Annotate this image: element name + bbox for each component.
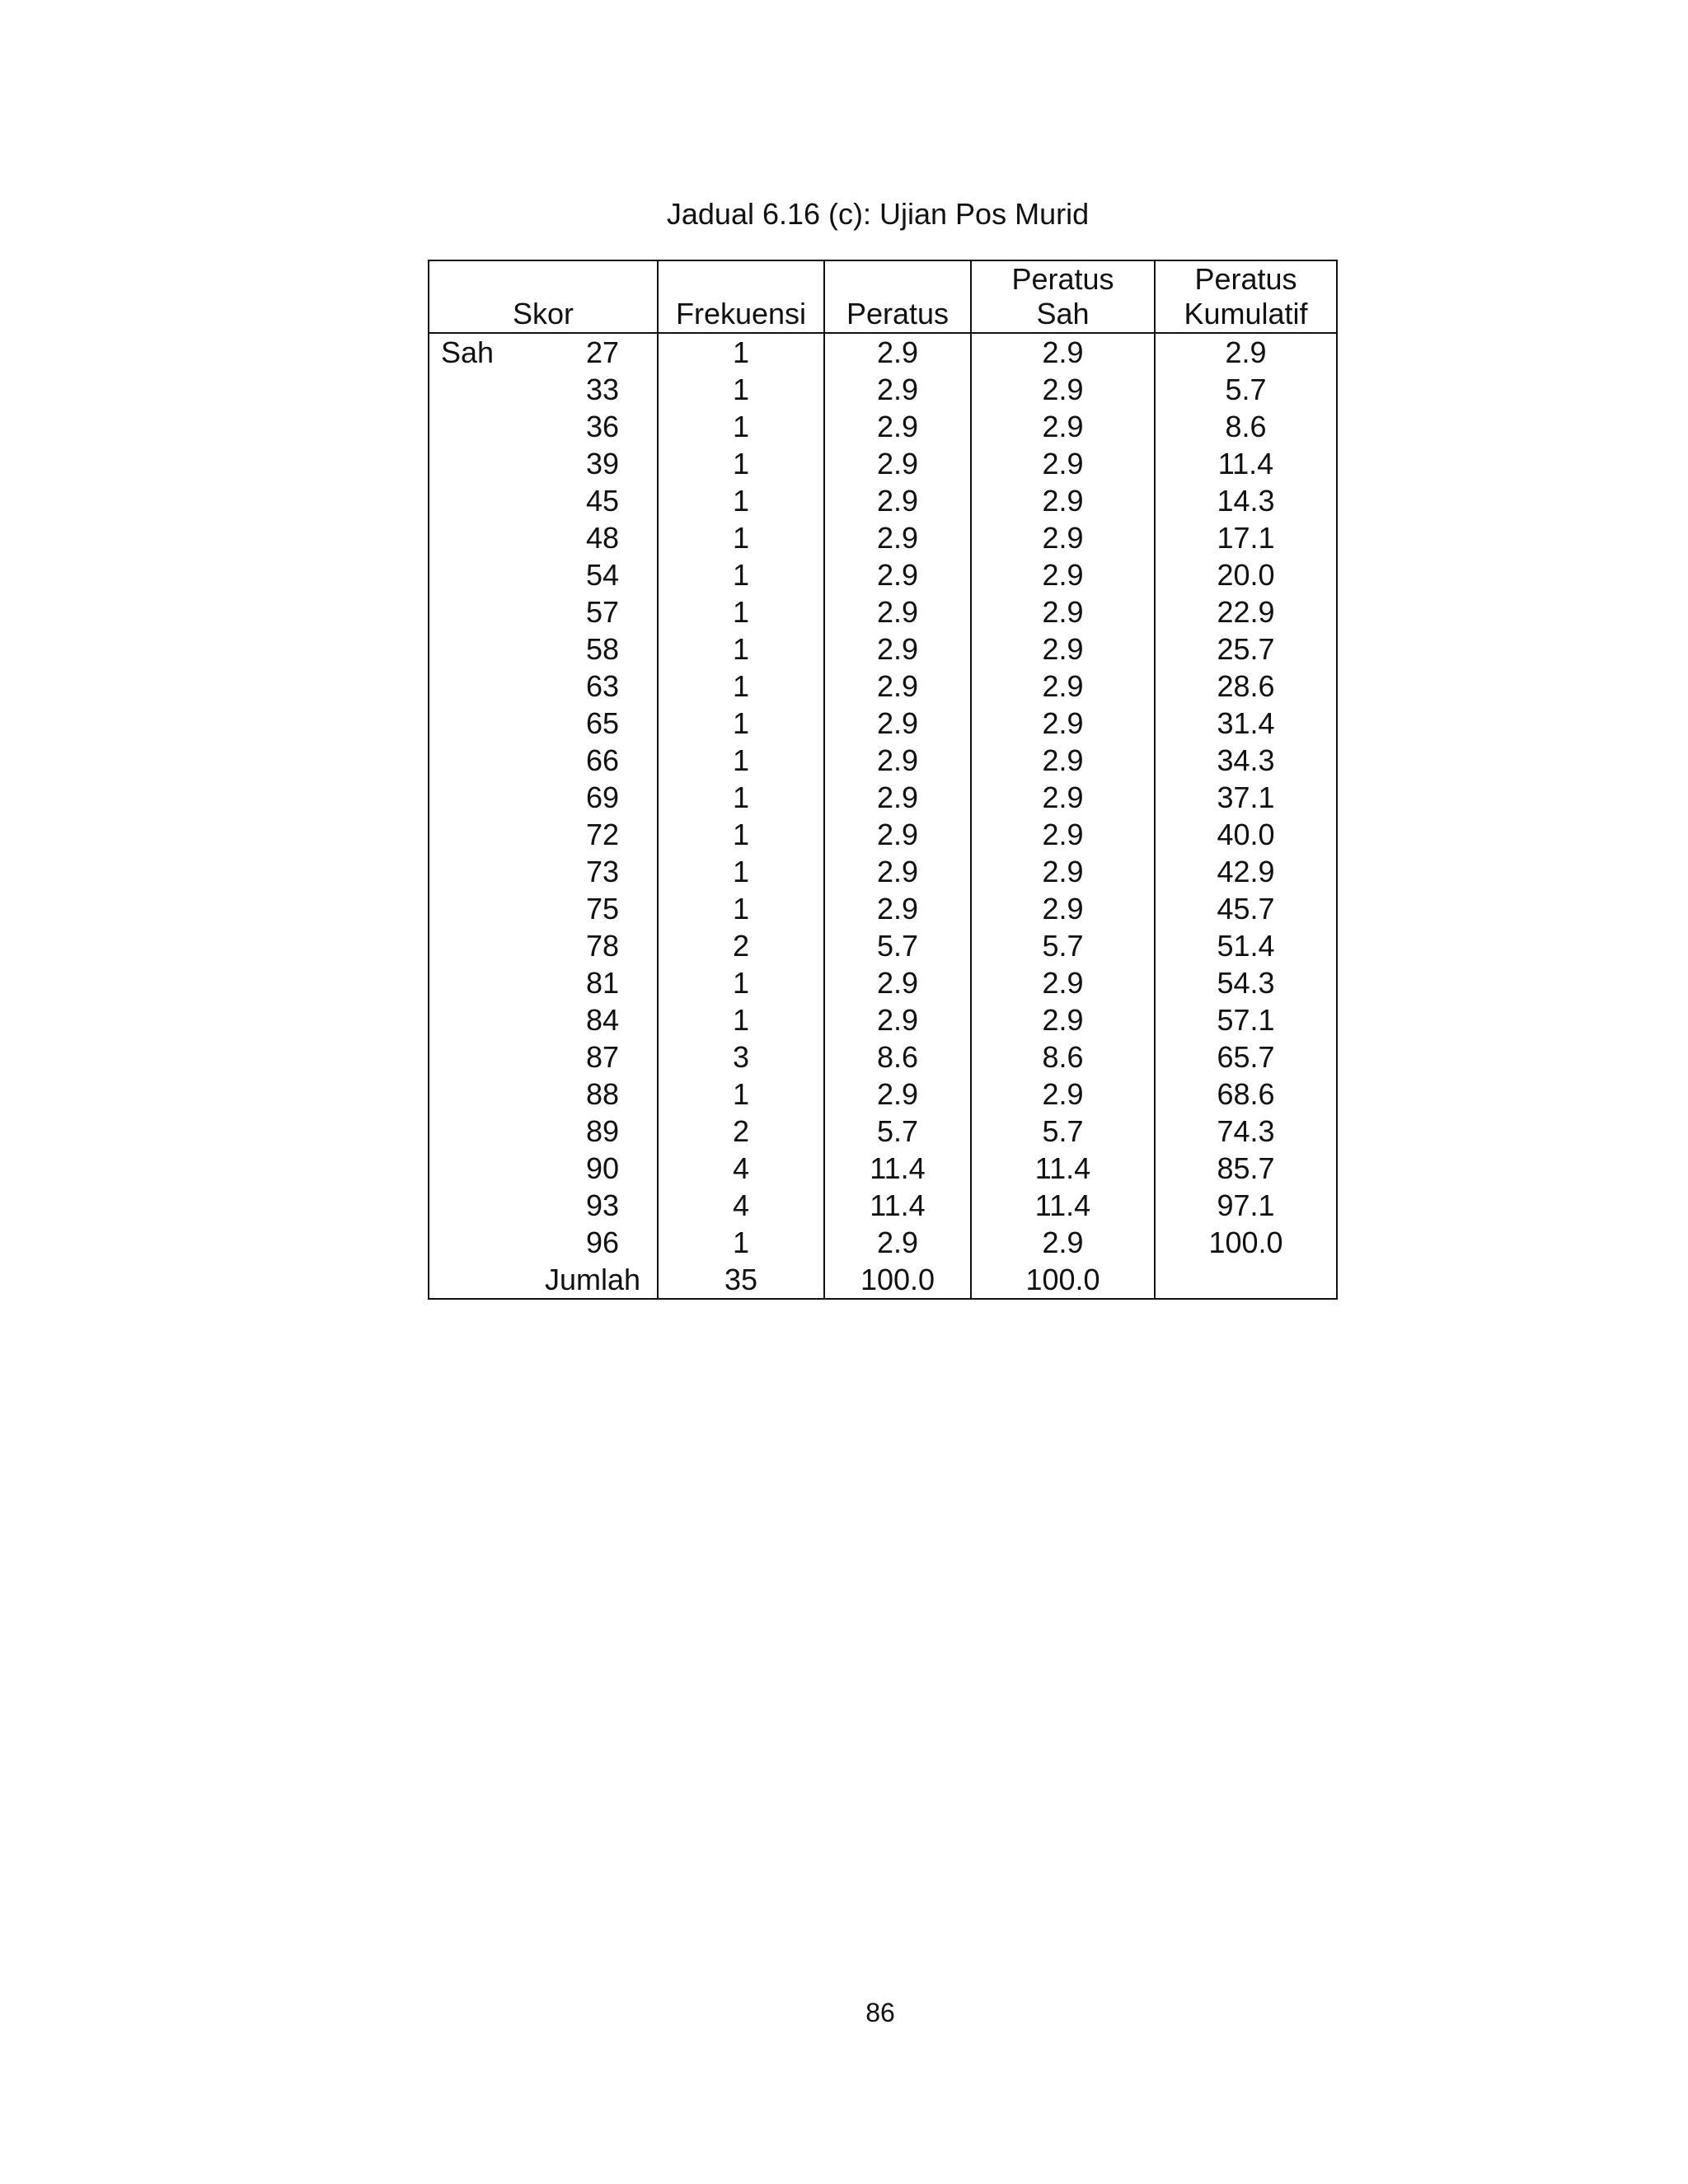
header-peratus-kumulatif (1155, 260, 1337, 333)
cell-skor (429, 1076, 658, 1113)
table-body (429, 333, 1337, 1299)
header-peratus: Peratus (824, 260, 971, 333)
cell-skor (429, 371, 658, 408)
cell-skor (429, 816, 658, 853)
total-peratus: 100.0 (824, 1261, 971, 1299)
skor-value: 33 (585, 373, 619, 406)
header-peratus-sah-line1: Peratus (1011, 262, 1114, 296)
cell-peratus: 2.9 (824, 853, 971, 890)
cell-kumulatif: 85.7 (1155, 1150, 1337, 1187)
cell-skor (429, 1150, 658, 1187)
cell-peratus: 2.9 (824, 1224, 971, 1261)
table-row (429, 705, 1337, 742)
cell-kumulatif: 14.3 (1155, 482, 1337, 519)
cell-peratus: 11.4 (824, 1150, 971, 1187)
cell-frekuensi: 1 (658, 519, 824, 556)
cell-skor (429, 333, 658, 371)
cell-kumulatif: 40.0 (1155, 816, 1337, 853)
header-peratus-sah (971, 260, 1155, 333)
cell-peratus: 2.9 (824, 1001, 971, 1038)
cell-peratus: 2.9 (824, 1076, 971, 1113)
cell-skor (429, 1187, 658, 1224)
table-row (429, 779, 1337, 816)
cell-frekuensi: 1 (658, 482, 824, 519)
cell-skor (429, 742, 658, 779)
cell-peratus: 2.9 (824, 371, 971, 408)
cell-peratus-sah: 8.6 (971, 1038, 1155, 1076)
skor-value: 27 (585, 335, 619, 369)
skor-value: 69 (585, 780, 619, 814)
cell-peratus-sah: 2.9 (971, 1076, 1155, 1113)
cell-skor (429, 482, 658, 519)
cell-skor (429, 964, 658, 1001)
cell-peratus: 5.7 (824, 927, 971, 964)
table-row (429, 742, 1337, 779)
skor-value: 81 (585, 966, 619, 1000)
cell-peratus: 2.9 (824, 779, 971, 816)
skor-value: 39 (585, 447, 619, 480)
table-row (429, 1038, 1337, 1076)
table-row (429, 445, 1337, 482)
skor-value: 72 (585, 818, 619, 851)
table-row (429, 556, 1337, 593)
page-number: 86 (865, 1998, 895, 2027)
cell-peratus: 2.9 (824, 593, 971, 630)
cell-frekuensi: 1 (658, 779, 824, 816)
cell-skor (429, 853, 658, 890)
cell-kumulatif: 11.4 (1155, 445, 1337, 482)
table-header-row (429, 260, 1337, 333)
table-row (429, 1224, 1337, 1261)
skor-value: 48 (585, 521, 619, 555)
cell-peratus-sah: 2.9 (971, 964, 1155, 1001)
cell-frekuensi: 1 (658, 445, 824, 482)
cell-peratus-sah: 2.9 (971, 816, 1155, 853)
header-skor: Skor (429, 260, 658, 333)
cell-frekuensi: 1 (658, 705, 824, 742)
total-frekuensi: 35 (658, 1261, 824, 1299)
cell-peratus: 8.6 (824, 1038, 971, 1076)
table-row (429, 816, 1337, 853)
skor-value: 90 (585, 1151, 619, 1185)
cell-peratus-sah: 11.4 (971, 1150, 1155, 1187)
cell-kumulatif: 2.9 (1155, 333, 1337, 371)
cell-skor (429, 1224, 658, 1261)
header-peratus-kumulatif-line1: Peratus (1194, 262, 1297, 296)
cell-peratus: 2.9 (824, 445, 971, 482)
cell-kumulatif: 31.4 (1155, 705, 1337, 742)
cell-peratus: 2.9 (824, 964, 971, 1001)
cell-frekuensi: 3 (658, 1038, 824, 1076)
header-frekuensi: Frekuensi (658, 260, 824, 333)
cell-kumulatif: 22.9 (1155, 593, 1337, 630)
cell-skor (429, 519, 658, 556)
cell-peratus-sah: 11.4 (971, 1187, 1155, 1224)
cell-peratus-sah: 2.9 (971, 742, 1155, 779)
cell-frekuensi: 1 (658, 742, 824, 779)
cell-kumulatif: 37.1 (1155, 779, 1337, 816)
skor-value: 96 (585, 1226, 619, 1259)
table-row (429, 668, 1337, 705)
cell-skor (429, 408, 658, 445)
table-row (429, 593, 1337, 630)
table-row (429, 519, 1337, 556)
skor-value: 45 (585, 484, 619, 518)
cell-peratus: 5.7 (824, 1113, 971, 1150)
cell-frekuensi: 1 (658, 371, 824, 408)
skor-value: 78 (585, 929, 619, 963)
cell-peratus-sah: 2.9 (971, 853, 1155, 890)
cell-kumulatif: 34.3 (1155, 742, 1337, 779)
cell-skor (429, 668, 658, 705)
cell-kumulatif: 74.3 (1155, 1113, 1337, 1150)
table-row (429, 964, 1337, 1001)
cell-peratus-sah: 2.9 (971, 482, 1155, 519)
total-label: Jumlah (544, 1263, 640, 1296)
table-total-row (429, 1261, 1337, 1299)
cell-peratus: 2.9 (824, 742, 971, 779)
cell-peratus-sah: 2.9 (971, 630, 1155, 668)
cell-frekuensi: 2 (658, 1113, 824, 1150)
cell-peratus-sah: 2.9 (971, 779, 1155, 816)
skor-value: 87 (585, 1040, 619, 1074)
table-row (429, 1150, 1337, 1187)
skor-value: 36 (585, 410, 619, 443)
cell-frekuensi: 1 (658, 1076, 824, 1113)
cell-skor (429, 779, 658, 816)
cell-peratus-sah: 2.9 (971, 371, 1155, 408)
cell-peratus: 2.9 (824, 705, 971, 742)
cell-kumulatif: 8.6 (1155, 408, 1337, 445)
cell-peratus-sah: 2.9 (971, 333, 1155, 371)
cell-peratus: 2.9 (824, 816, 971, 853)
cell-peratus: 2.9 (824, 482, 971, 519)
table-row (429, 1187, 1337, 1224)
skor-value: 66 (585, 743, 619, 777)
cell-peratus: 2.9 (824, 519, 971, 556)
cell-skor (429, 927, 658, 964)
header-peratus-kumulatif-line2: Kumulatif (1184, 297, 1308, 330)
skor-value: 57 (585, 595, 619, 629)
table-title: Jadual 6.16 (c): Ujian Pos Murid (666, 197, 1090, 231)
skor-value: 75 (585, 892, 619, 926)
skor-value: 93 (585, 1188, 619, 1222)
cell-skor (429, 1113, 658, 1150)
cell-skor (429, 445, 658, 482)
table-row (429, 1076, 1337, 1113)
cell-kumulatif: 68.6 (1155, 1076, 1337, 1113)
skor-value: 89 (585, 1114, 619, 1148)
cell-kumulatif: 25.7 (1155, 630, 1337, 668)
cell-peratus-sah: 5.7 (971, 927, 1155, 964)
cell-skor (429, 890, 658, 927)
skor-value: 63 (585, 669, 619, 703)
cell-frekuensi: 1 (658, 1001, 824, 1038)
cell-kumulatif: 57.1 (1155, 1001, 1337, 1038)
cell-frekuensi: 4 (658, 1150, 824, 1187)
cell-peratus-sah: 2.9 (971, 519, 1155, 556)
frequency-table (428, 260, 1338, 1300)
cell-peratus: 11.4 (824, 1187, 971, 1224)
cell-frekuensi: 1 (658, 556, 824, 593)
cell-frekuensi: 1 (658, 816, 824, 853)
cell-frekuensi: 2 (658, 927, 824, 964)
cell-kumulatif: 97.1 (1155, 1187, 1337, 1224)
cell-skor (429, 630, 658, 668)
cell-kumulatif: 17.1 (1155, 519, 1337, 556)
cell-kumulatif: 28.6 (1155, 668, 1337, 705)
table-row (429, 853, 1337, 890)
cell-peratus: 2.9 (824, 333, 971, 371)
cell-peratus-sah: 2.9 (971, 705, 1155, 742)
total-peratus-sah: 100.0 (971, 1261, 1155, 1299)
cell-total-label (429, 1261, 658, 1299)
cell-kumulatif: 45.7 (1155, 890, 1337, 927)
cell-kumulatif: 65.7 (1155, 1038, 1337, 1076)
cell-peratus: 2.9 (824, 668, 971, 705)
cell-peratus-sah: 2.9 (971, 445, 1155, 482)
table-row (429, 927, 1337, 964)
cell-frekuensi: 1 (658, 853, 824, 890)
cell-kumulatif: 54.3 (1155, 964, 1337, 1001)
cell-frekuensi: 1 (658, 408, 824, 445)
skor-value: 73 (585, 855, 619, 888)
cell-peratus: 2.9 (824, 630, 971, 668)
cell-skor (429, 705, 658, 742)
cell-frekuensi: 1 (658, 890, 824, 927)
cell-skor (429, 593, 658, 630)
cell-peratus: 2.9 (824, 408, 971, 445)
cell-peratus-sah: 2.9 (971, 1001, 1155, 1038)
cell-peratus: 2.9 (824, 890, 971, 927)
cell-kumulatif: 42.9 (1155, 853, 1337, 890)
cell-peratus-sah: 2.9 (971, 668, 1155, 705)
cell-skor (429, 556, 658, 593)
cell-peratus-sah: 2.9 (971, 593, 1155, 630)
total-kumulatif (1155, 1261, 1337, 1299)
cell-peratus-sah: 2.9 (971, 1224, 1155, 1261)
table-row (429, 890, 1337, 927)
skor-value: 88 (585, 1077, 619, 1111)
cell-peratus-sah: 2.9 (971, 408, 1155, 445)
table-row (429, 408, 1337, 445)
table-row (429, 482, 1337, 519)
cell-frekuensi: 4 (658, 1187, 824, 1224)
table-row (429, 1001, 1337, 1038)
table-row (429, 1113, 1337, 1150)
cell-skor (429, 1001, 658, 1038)
cell-kumulatif: 51.4 (1155, 927, 1337, 964)
cell-peratus-sah: 2.9 (971, 556, 1155, 593)
skor-value: 84 (585, 1003, 619, 1037)
cell-peratus-sah: 2.9 (971, 890, 1155, 927)
group-label-sah: Sah (441, 335, 495, 369)
skor-value: 58 (585, 632, 619, 666)
cell-peratus: 2.9 (824, 556, 971, 593)
cell-peratus-sah: 5.7 (971, 1113, 1155, 1150)
cell-kumulatif: 5.7 (1155, 371, 1337, 408)
cell-kumulatif: 100.0 (1155, 1224, 1337, 1261)
cell-frekuensi: 1 (658, 964, 824, 1001)
cell-kumulatif: 20.0 (1155, 556, 1337, 593)
header-peratus-sah-line2: Sah (1036, 297, 1090, 330)
table-row (429, 630, 1337, 668)
cell-skor (429, 1038, 658, 1076)
skor-value: 54 (585, 558, 619, 592)
cell-frekuensi: 1 (658, 1224, 824, 1261)
skor-value: 65 (585, 706, 619, 740)
cell-frekuensi: 1 (658, 630, 824, 668)
cell-frekuensi: 1 (658, 668, 824, 705)
cell-frekuensi: 1 (658, 333, 824, 371)
table-row (429, 333, 1337, 371)
cell-frekuensi: 1 (658, 593, 824, 630)
table-row (429, 371, 1337, 408)
